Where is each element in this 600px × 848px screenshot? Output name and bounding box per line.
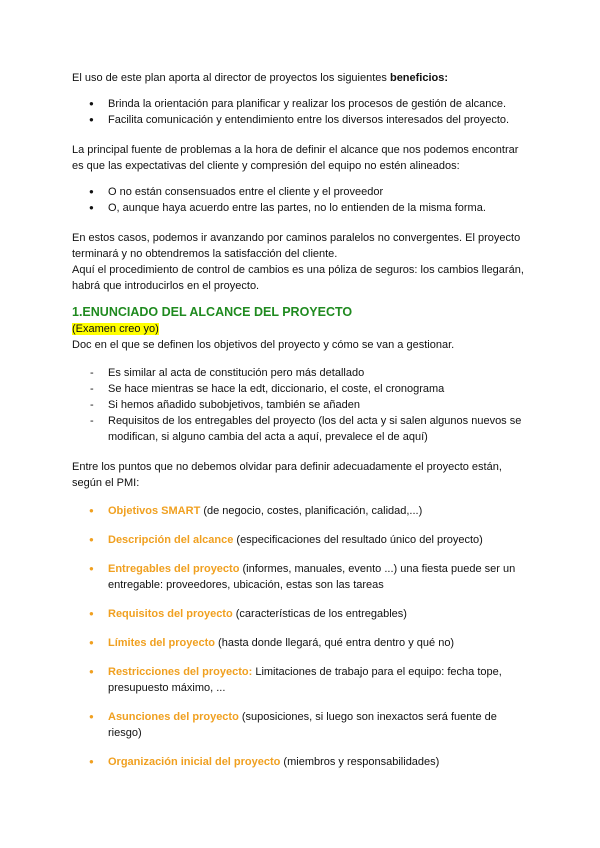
cases-paragraph: En estos casos, podemos ir avanzando por caminos paralelos no convergentes. El proyecto terminará y no obtendremos la satisfacción del cliente. bbox=[72, 232, 521, 260]
list-item: ● Asunciones del proyecto (suposiciones, si luego son inexactos será fuente de riesgo) bbox=[72, 709, 532, 741]
list-item: ● O no están consensuados entre el cliente y el proveedor bbox=[72, 184, 532, 200]
benefits-list bbox=[72, 96, 532, 128]
list-item: ● Objetivos SMART (de negocio, costes, planificación, calidad,...) bbox=[72, 503, 532, 519]
list-item: - Es similar al acta de constitución pero más detallado bbox=[72, 365, 532, 381]
list-item: ● Restricciones del proyecto: Limitaciones de trabajo para el equipo: fecha tope, presupuesto máximo, ... bbox=[72, 664, 532, 696]
section-title: 1.ENUNCIADO DEL ALCANCE DEL PROYECTO bbox=[72, 305, 353, 319]
list-item: ● Brinda la orientación para planificar y realizar los procesos de gestión de alcance. bbox=[72, 96, 532, 112]
change-paragraph: Aquí el procedimiento de control de cambios es una póliza de seguros: los cambios llegarán, habrá que introducirlos en el proyecto. bbox=[72, 264, 524, 292]
list-item: ● Requisitos del proyecto (características de los entregables) bbox=[72, 606, 532, 622]
intro-paragraph: El uso de este plan aporta al director de proyectos los siguientes beneficios: bbox=[72, 72, 449, 84]
pmi-list bbox=[72, 503, 532, 770]
pmi-paragraph: Entre los puntos que no debemos olvidar para definir adecuadamente el proyecto están, según el PMI: bbox=[72, 461, 502, 489]
list-item: - Se hace mientras se hace la edt, diccionario, el coste, el cronograma bbox=[72, 381, 532, 397]
list-item: ● Descripción del alcance (especificaciones del resultado único del proyecto) bbox=[72, 532, 532, 548]
problems-list bbox=[72, 184, 532, 216]
list-item: - Requisitos de los entregables del proyecto (los del acta y si salen algunos nuevos se modifican, si alguno cambia del acta a aquí, prevalece el de aquí) bbox=[72, 413, 532, 445]
dash-list bbox=[72, 365, 532, 445]
intro-bold: beneficios: bbox=[389, 72, 449, 84]
list-item: ● O, aunque haya acuerdo entre las partes, no lo entienden de la misma forma. bbox=[72, 200, 532, 216]
list-item: ● Facilita comunicación y entendimiento entre los diversos interesados del proyecto. bbox=[72, 112, 532, 128]
list-item: ● Entregables del proyecto (informes, manuales, evento ...) una fiesta puede ser un entregable: proveedores, ubicación, estas son las tareas bbox=[72, 561, 532, 593]
list-item: - Si hemos añadido subobjetivos, también se añaden bbox=[72, 397, 532, 413]
section-description: Doc en el que se definen los objetivos del proyecto y cómo se van a gestionar. bbox=[72, 339, 455, 351]
document-page bbox=[72, 70, 532, 783]
problem-paragraph: La principal fuente de problemas a la hora de definir el alcance que nos podemos encontrar es que las expectativas del cliente y compresión del equipo no estén alineados: bbox=[72, 144, 519, 172]
list-item: ● Límites del proyecto (hasta donde llegará, qué entra dentro y qué no) bbox=[72, 635, 532, 651]
section-highlight: (Examen creo yo) bbox=[72, 323, 159, 335]
list-item: ● Organización inicial del proyecto (miembros y responsabilidades) bbox=[72, 754, 532, 770]
